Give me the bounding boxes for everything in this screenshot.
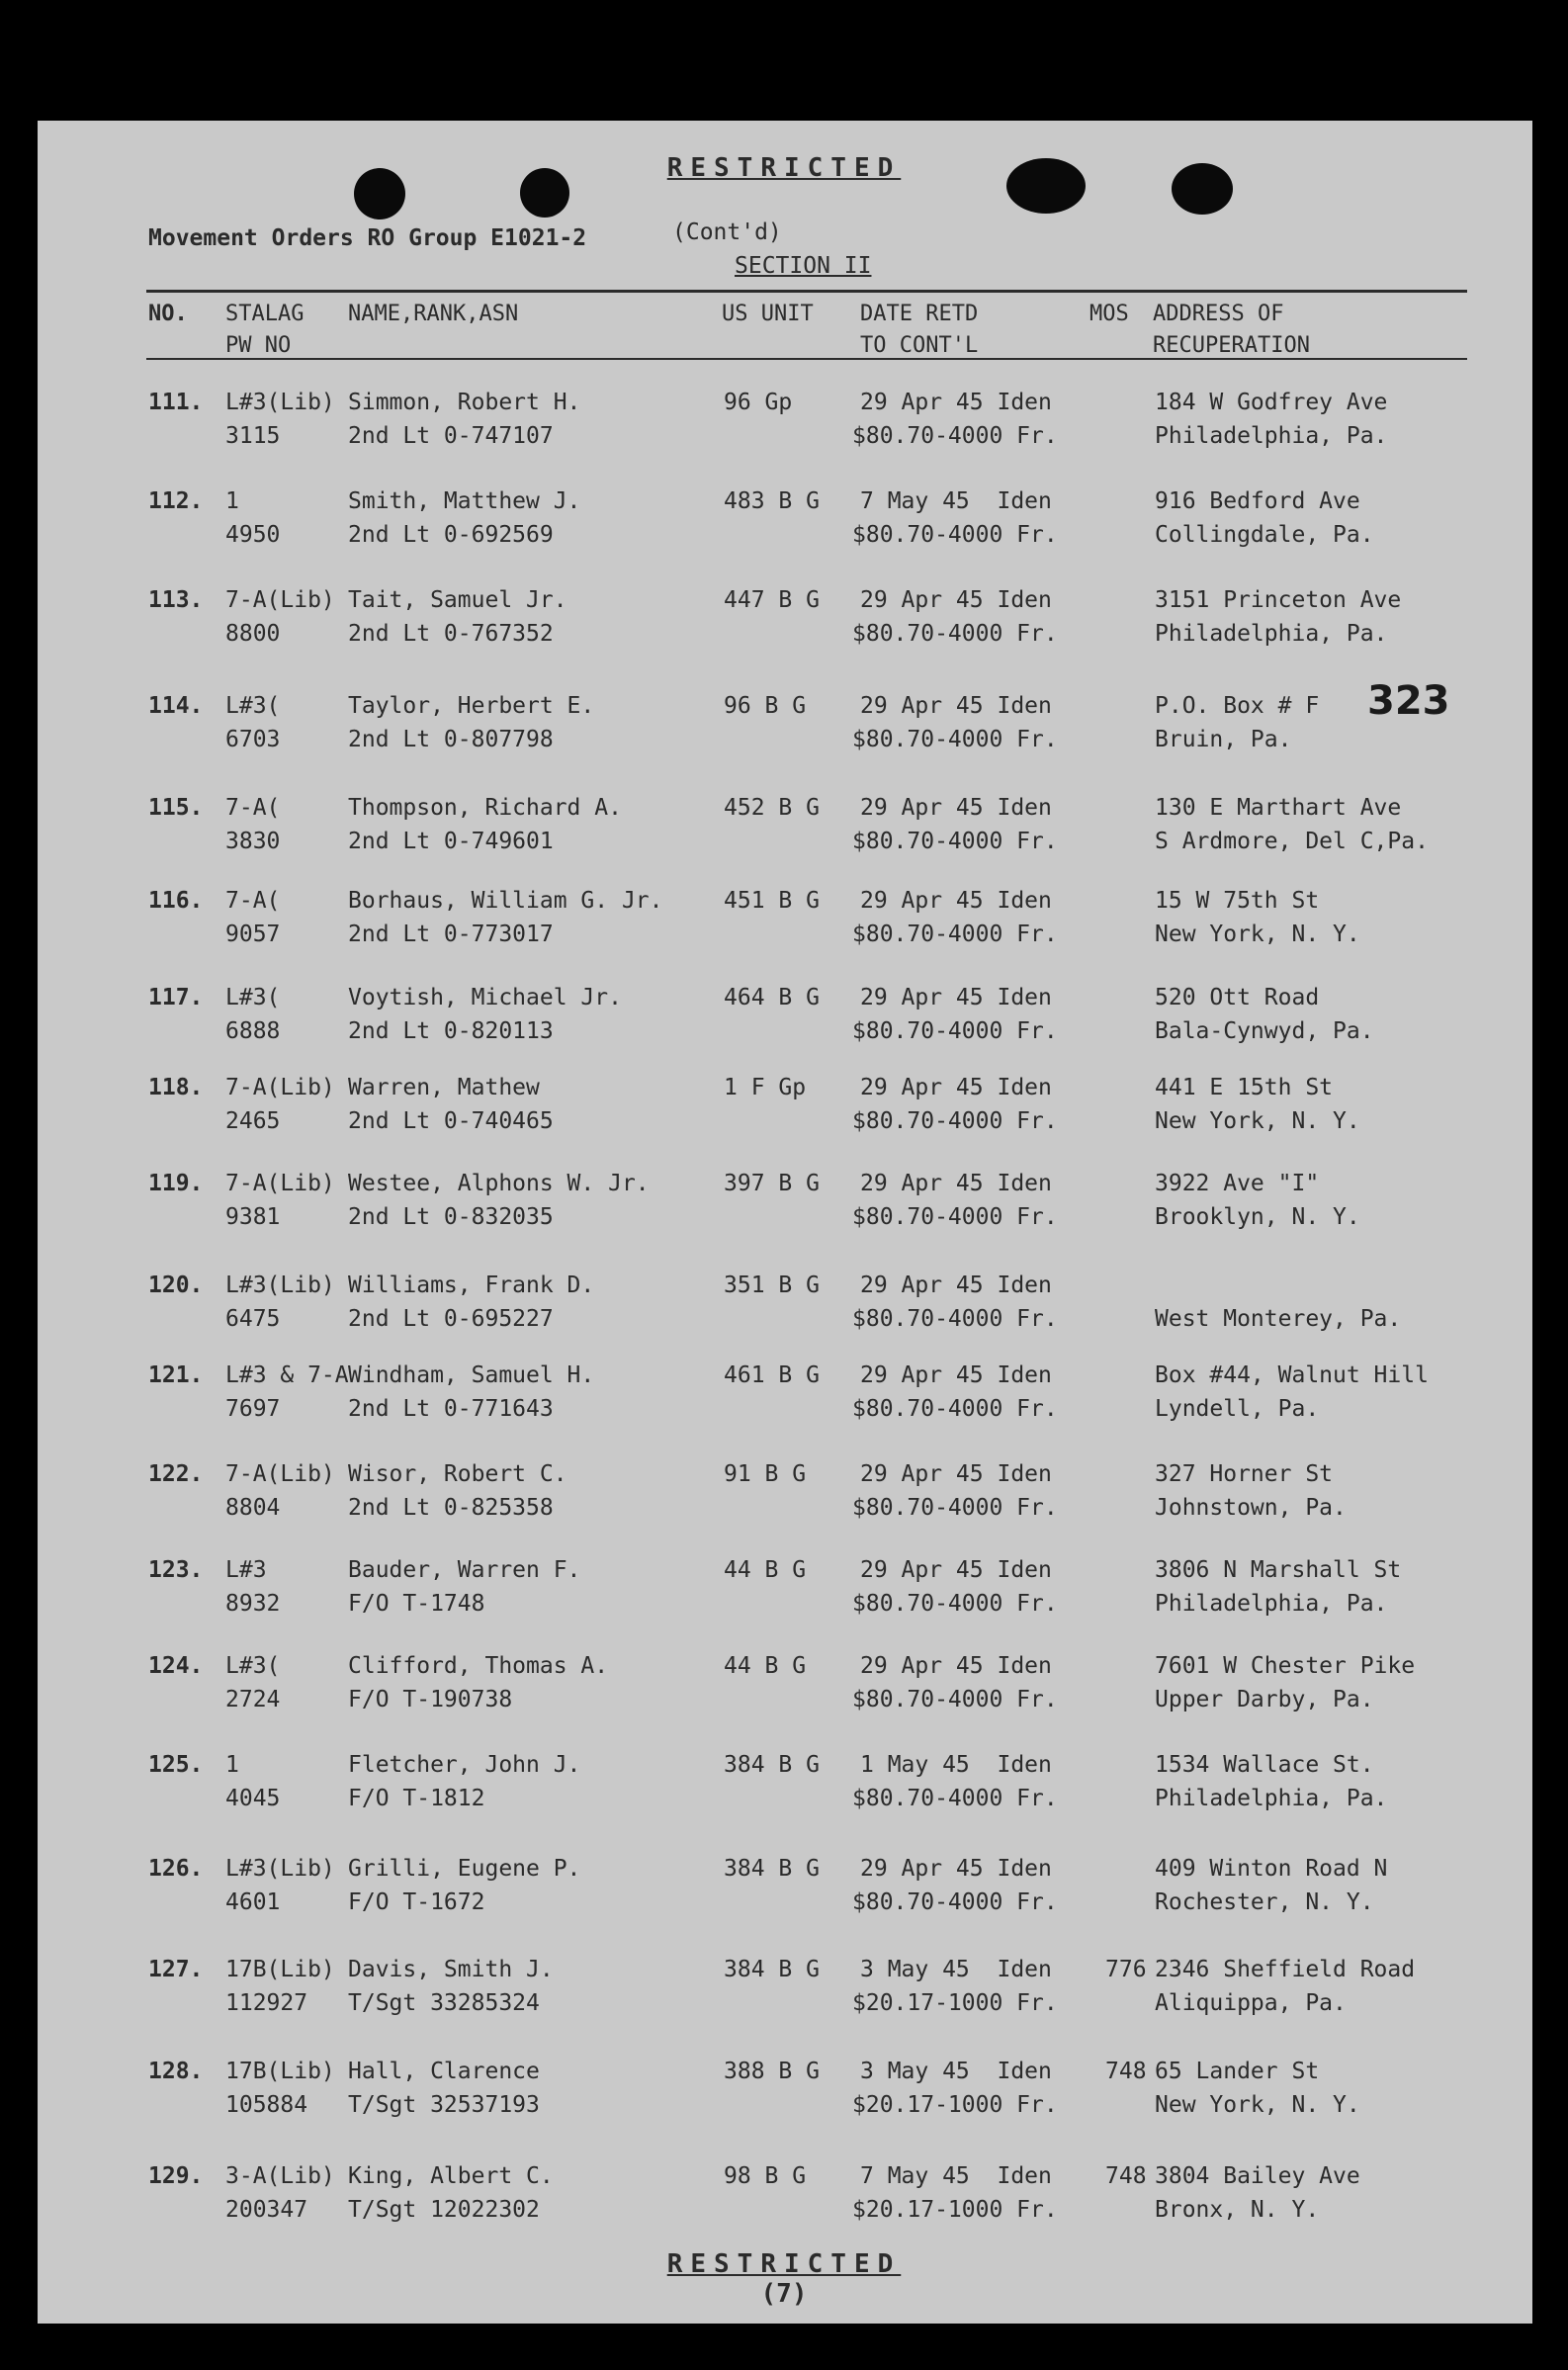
address-line2: New York, N. Y. xyxy=(1155,1108,1360,1134)
address-line1: 15 W 75th St xyxy=(1155,888,1320,914)
rank-asn: 2nd Lt 0-747107 xyxy=(348,423,554,449)
date-returned: 1 May 45 Iden xyxy=(860,1752,1052,1778)
amount: $80.70-4000 Fr. xyxy=(852,1495,1058,1521)
amount: $80.70-4000 Fr. xyxy=(852,522,1058,548)
rank-asn: F/O T-1672 xyxy=(348,1889,485,1915)
stalag: L#3( xyxy=(225,693,281,719)
amount: $80.70-4000 Fr. xyxy=(852,1108,1058,1134)
rank-asn: 2nd Lt 0-695227 xyxy=(348,1306,554,1332)
table-row xyxy=(0,1649,1568,1720)
amount: $20.17-1000 Fr. xyxy=(852,2092,1058,2118)
date-returned: 7 May 45 Iden xyxy=(860,488,1052,514)
table-row xyxy=(0,1269,1568,1340)
stalag: L#3 & 7-A xyxy=(225,1362,349,1388)
table-row xyxy=(0,791,1568,862)
mos: 776 xyxy=(1105,1957,1147,1982)
date-returned: 29 Apr 45 Iden xyxy=(860,985,1052,1010)
pw-number: 6475 xyxy=(225,1306,281,1332)
address-line1: 327 Horner St xyxy=(1155,1461,1334,1487)
table-row xyxy=(0,981,1568,1052)
unit: 96 B G xyxy=(724,693,807,719)
address-line1: 7601 W Chester Pike xyxy=(1155,1653,1416,1679)
rank-asn: T/Sgt 33285324 xyxy=(348,1990,540,2016)
rank-asn: 2nd Lt 0-771643 xyxy=(348,1396,554,1422)
rank-asn: 2nd Lt 0-773017 xyxy=(348,922,554,947)
date-returned: 29 Apr 45 Iden xyxy=(860,693,1052,719)
address-line1: 916 Bedford Ave xyxy=(1155,488,1360,514)
restricted-banner-top: RESTRICTED xyxy=(666,153,902,183)
pw-number: 3830 xyxy=(225,829,281,854)
address-line1: 130 E Marthart Ave xyxy=(1155,795,1402,821)
amount: $80.70-4000 Fr. xyxy=(852,1396,1058,1422)
pw-number: 9057 xyxy=(225,922,281,947)
rank-asn: 2nd Lt 0-820113 xyxy=(348,1018,554,1044)
date-returned: 29 Apr 45 Iden xyxy=(860,1273,1052,1298)
col-mos: MOS xyxy=(1089,302,1129,326)
date-returned: 29 Apr 45 Iden xyxy=(860,1557,1052,1583)
stalag: L#3(Lib) xyxy=(225,390,335,415)
row-number: 119. xyxy=(148,1171,204,1196)
name: Taylor, Herbert E. xyxy=(348,693,595,719)
unit: 447 B G xyxy=(724,587,820,613)
address-line2: Philadelphia, Pa. xyxy=(1155,621,1388,647)
table-row xyxy=(0,1953,1568,2024)
address-line2: Bala-Cynwyd, Pa. xyxy=(1155,1018,1374,1044)
stalag: L#3( xyxy=(225,985,281,1010)
table-row xyxy=(0,386,1568,457)
unit: 1 F Gp xyxy=(724,1075,807,1100)
unit: 44 B G xyxy=(724,1557,807,1583)
header-rule-top xyxy=(146,290,1467,293)
date-returned: 29 Apr 45 Iden xyxy=(860,1075,1052,1100)
address-line2: S Ardmore, Del C,Pa. xyxy=(1155,829,1429,854)
amount: $80.70-4000 Fr. xyxy=(852,1786,1058,1811)
unit: 464 B G xyxy=(724,985,820,1010)
name: King, Albert C. xyxy=(348,2163,554,2189)
name: Grilli, Eugene P. xyxy=(348,1856,581,1882)
name: Simmon, Robert H. xyxy=(348,390,581,415)
stalag: 17B(Lib) xyxy=(225,1957,335,1982)
stalag: 7-A( xyxy=(225,888,281,914)
name: Borhaus, William G. Jr. xyxy=(348,888,663,914)
name: Thompson, Richard A. xyxy=(348,795,622,821)
pw-number: 4601 xyxy=(225,1889,281,1915)
date-returned: 29 Apr 45 Iden xyxy=(860,1653,1052,1679)
rank-asn: F/O T-1812 xyxy=(348,1786,485,1811)
pw-number: 112927 xyxy=(225,1990,308,2016)
header-rule-bottom xyxy=(146,358,1467,360)
row-number: 122. xyxy=(148,1461,204,1487)
stalag: 1 xyxy=(225,488,239,514)
pw-number: 6888 xyxy=(225,1018,281,1044)
row-number: 114. xyxy=(148,693,204,719)
pw-number: 8800 xyxy=(225,621,281,647)
address-line1: 65 Lander St xyxy=(1155,2059,1320,2084)
stalag: L#3(Lib) xyxy=(225,1273,335,1298)
row-number: 117. xyxy=(148,985,204,1010)
pw-number: 8804 xyxy=(225,1495,281,1521)
row-number: 112. xyxy=(148,488,204,514)
unit: 452 B G xyxy=(724,795,820,821)
address-line2: New York, N. Y. xyxy=(1155,2092,1360,2118)
col-address: ADDRESS OF xyxy=(1153,302,1284,326)
pw-number: 200347 xyxy=(225,2197,308,2223)
address-line1: 2346 Sheffield Road xyxy=(1155,1957,1416,1982)
date-returned: 29 Apr 45 Iden xyxy=(860,390,1052,415)
date-returned: 3 May 45 Iden xyxy=(860,1957,1052,1982)
col-date-2: TO CONT'L xyxy=(860,333,979,358)
row-number: 115. xyxy=(148,795,204,821)
address-line2: Philadelphia, Pa. xyxy=(1155,1786,1388,1811)
row-number: 124. xyxy=(148,1653,204,1679)
name: Warren, Mathew xyxy=(348,1075,540,1100)
unit: 96 Gp xyxy=(724,390,793,415)
address-line2: Aliquippa, Pa. xyxy=(1155,1990,1347,2016)
amount: $80.70-4000 Fr. xyxy=(852,1687,1058,1712)
col-name: NAME,RANK,ASN xyxy=(348,302,519,326)
row-number: 113. xyxy=(148,587,204,613)
row-number: 129. xyxy=(148,2163,204,2189)
address-line2: Brooklyn, N. Y. xyxy=(1155,1204,1360,1230)
pw-number: 9381 xyxy=(225,1204,281,1230)
pw-number: 8932 xyxy=(225,1591,281,1617)
unit: 98 B G xyxy=(724,2163,807,2189)
continued-label: (Cont'd) xyxy=(672,219,782,245)
unit: 451 B G xyxy=(724,888,820,914)
row-number: 128. xyxy=(148,2059,204,2084)
table-row xyxy=(0,583,1568,655)
table-row xyxy=(0,2055,1568,2126)
address-line2: New York, N. Y. xyxy=(1155,922,1360,947)
table-row xyxy=(0,1457,1568,1529)
row-number: 118. xyxy=(148,1075,204,1100)
stalag: L#3(Lib) xyxy=(225,1856,335,1882)
address-line1: 409 Winton Road N xyxy=(1155,1856,1388,1882)
address-line2: West Monterey, Pa. xyxy=(1155,1306,1402,1332)
unit: 351 B G xyxy=(724,1273,820,1298)
stalag: 3-A(Lib) xyxy=(225,2163,335,2189)
table-row xyxy=(0,1071,1568,1142)
stalag: 17B(Lib) xyxy=(225,2059,335,2084)
document-title: Movement Orders RO Group E1021-2 xyxy=(148,225,587,251)
rank-asn: F/O T-190738 xyxy=(348,1687,513,1712)
rank-asn: 2nd Lt 0-807798 xyxy=(348,727,554,752)
rank-asn: 2nd Lt 0-740465 xyxy=(348,1108,554,1134)
address-line2: Philadelphia, Pa. xyxy=(1155,423,1388,449)
stalag: 7-A(Lib) xyxy=(225,587,335,613)
col-stalag: STALAG xyxy=(225,302,305,326)
address-line1: 3151 Princeton Ave xyxy=(1155,587,1402,613)
pw-number: 4950 xyxy=(225,522,281,548)
pw-number: 2465 xyxy=(225,1108,281,1134)
amount: $20.17-1000 Fr. xyxy=(852,1990,1058,2016)
stalag: 7-A(Lib) xyxy=(225,1075,335,1100)
name: Westee, Alphons W. Jr. xyxy=(348,1171,650,1196)
name: Fletcher, John J. xyxy=(348,1752,581,1778)
row-number: 120. xyxy=(148,1273,204,1298)
name: Clifford, Thomas A. xyxy=(348,1653,609,1679)
page-stamp-number: 323 xyxy=(1367,678,1450,724)
rank-asn: 2nd Lt 0-832035 xyxy=(348,1204,554,1230)
amount: $80.70-4000 Fr. xyxy=(852,829,1058,854)
pw-number: 105884 xyxy=(225,2092,308,2118)
row-number: 123. xyxy=(148,1557,204,1583)
date-returned: 29 Apr 45 Iden xyxy=(860,888,1052,914)
amount: $80.70-4000 Fr. xyxy=(852,423,1058,449)
amount: $80.70-4000 Fr. xyxy=(852,1306,1058,1332)
table-row xyxy=(0,484,1568,556)
row-number: 121. xyxy=(148,1362,204,1388)
date-returned: 7 May 45 Iden xyxy=(860,2163,1052,2189)
name: Voytish, Michael Jr. xyxy=(348,985,622,1010)
address-line1: Box #44, Walnut Hill xyxy=(1155,1362,1429,1388)
row-number: 126. xyxy=(148,1856,204,1882)
row-number: 127. xyxy=(148,1957,204,1982)
date-returned: 29 Apr 45 Iden xyxy=(860,795,1052,821)
table-row xyxy=(0,689,1568,760)
table-row xyxy=(0,1359,1568,1430)
rank-asn: T/Sgt 12022302 xyxy=(348,2197,540,2223)
table-row xyxy=(0,884,1568,955)
col-unit: US UNIT xyxy=(722,302,814,326)
col-pw-no: PW NO xyxy=(225,333,292,358)
row-number: 125. xyxy=(148,1752,204,1778)
table-row xyxy=(0,1553,1568,1624)
unit: 388 B G xyxy=(724,2059,820,2084)
unit: 44 B G xyxy=(724,1653,807,1679)
unit: 91 B G xyxy=(724,1461,807,1487)
rank-asn: T/Sgt 32537193 xyxy=(348,2092,540,2118)
amount: $80.70-4000 Fr. xyxy=(852,922,1058,947)
date-returned: 29 Apr 45 Iden xyxy=(860,1362,1052,1388)
address-line1: 520 Ott Road xyxy=(1155,985,1320,1010)
page-number: (7) xyxy=(760,2279,808,2309)
address-line2: Johnstown, Pa. xyxy=(1155,1495,1347,1521)
amount: $80.70-4000 Fr. xyxy=(852,621,1058,647)
date-returned: 29 Apr 45 Iden xyxy=(860,1461,1052,1487)
row-number: 111. xyxy=(148,390,204,415)
mos: 748 xyxy=(1105,2163,1147,2189)
address-line2: Collingdale, Pa. xyxy=(1155,522,1374,548)
table-row xyxy=(0,1748,1568,1819)
unit: 384 B G xyxy=(724,1752,820,1778)
name: Williams, Frank D. xyxy=(348,1273,595,1298)
address-line2: Rochester, N. Y. xyxy=(1155,1889,1374,1915)
restricted-banner-bottom: RESTRICTED xyxy=(666,2249,902,2279)
address-line1: 3804 Bailey Ave xyxy=(1155,2163,1360,2189)
address-line1: 3806 N Marshall St xyxy=(1155,1557,1402,1583)
address-line1: 1534 Wallace St. xyxy=(1155,1752,1374,1778)
name: Davis, Smith J. xyxy=(348,1957,554,1982)
name: Bauder, Warren F. xyxy=(348,1557,581,1583)
pw-number: 7697 xyxy=(225,1396,281,1422)
unit: 483 B G xyxy=(724,488,820,514)
stalag: L#3 xyxy=(225,1557,267,1583)
address-line2: Bronx, N. Y. xyxy=(1155,2197,1320,2223)
stalag: 7-A(Lib) xyxy=(225,1171,335,1196)
row-number: 116. xyxy=(148,888,204,914)
unit: 461 B G xyxy=(724,1362,820,1388)
name: Wisor, Robert C. xyxy=(348,1461,567,1487)
amount: $80.70-4000 Fr. xyxy=(852,1018,1058,1044)
pw-number: 4045 xyxy=(225,1786,281,1811)
section-label: SECTION II xyxy=(735,253,872,279)
rank-asn: 2nd Lt 0-767352 xyxy=(348,621,554,647)
address-line2: Upper Darby, Pa. xyxy=(1155,1687,1374,1712)
address-line1: 3922 Ave "I" xyxy=(1155,1171,1320,1196)
table-row xyxy=(0,2159,1568,2231)
unit: 384 B G xyxy=(724,1856,820,1882)
pw-number: 2724 xyxy=(225,1687,281,1712)
col-address-2: RECUPERATION xyxy=(1153,333,1310,358)
table-row xyxy=(0,1852,1568,1923)
name: Hall, Clarence xyxy=(348,2059,540,2084)
unit: 397 B G xyxy=(724,1171,820,1196)
name: Tait, Samuel Jr. xyxy=(348,587,567,613)
rank-asn: 2nd Lt 0-825358 xyxy=(348,1495,554,1521)
date-returned: 29 Apr 45 Iden xyxy=(860,1171,1052,1196)
pw-number: 6703 xyxy=(225,727,281,752)
col-no: NO. xyxy=(148,302,188,326)
address-line1: P.O. Box # F xyxy=(1155,693,1320,719)
rank-asn: 2nd Lt 0-692569 xyxy=(348,522,554,548)
amount: $80.70-4000 Fr. xyxy=(852,1591,1058,1617)
date-returned: 29 Apr 45 Iden xyxy=(860,1856,1052,1882)
table-row xyxy=(0,1167,1568,1238)
stalag: 1 xyxy=(225,1752,239,1778)
unit: 384 B G xyxy=(724,1957,820,1982)
stalag: 7-A(Lib) xyxy=(225,1461,335,1487)
address-line2: Bruin, Pa. xyxy=(1155,727,1292,752)
mos: 748 xyxy=(1105,2059,1147,2084)
address-line2: Philadelphia, Pa. xyxy=(1155,1591,1388,1617)
name: Windham, Samuel H. xyxy=(348,1362,595,1388)
amount: $80.70-4000 Fr. xyxy=(852,727,1058,752)
address-line2: Lyndell, Pa. xyxy=(1155,1396,1320,1422)
rank-asn: F/O T-1748 xyxy=(348,1591,485,1617)
amount: $20.17-1000 Fr. xyxy=(852,2197,1058,2223)
rank-asn: 2nd Lt 0-749601 xyxy=(348,829,554,854)
col-date: DATE RETD xyxy=(860,302,979,326)
stalag: 7-A( xyxy=(225,795,281,821)
address-line1: 441 E 15th St xyxy=(1155,1075,1334,1100)
amount: $80.70-4000 Fr. xyxy=(852,1889,1058,1915)
name: Smith, Matthew J. xyxy=(348,488,581,514)
address-line1: 184 W Godfrey Ave xyxy=(1155,390,1388,415)
amount: $80.70-4000 Fr. xyxy=(852,1204,1058,1230)
date-returned: 29 Apr 45 Iden xyxy=(860,587,1052,613)
date-returned: 3 May 45 Iden xyxy=(860,2059,1052,2084)
stalag: L#3( xyxy=(225,1653,281,1679)
pw-number: 3115 xyxy=(225,423,281,449)
